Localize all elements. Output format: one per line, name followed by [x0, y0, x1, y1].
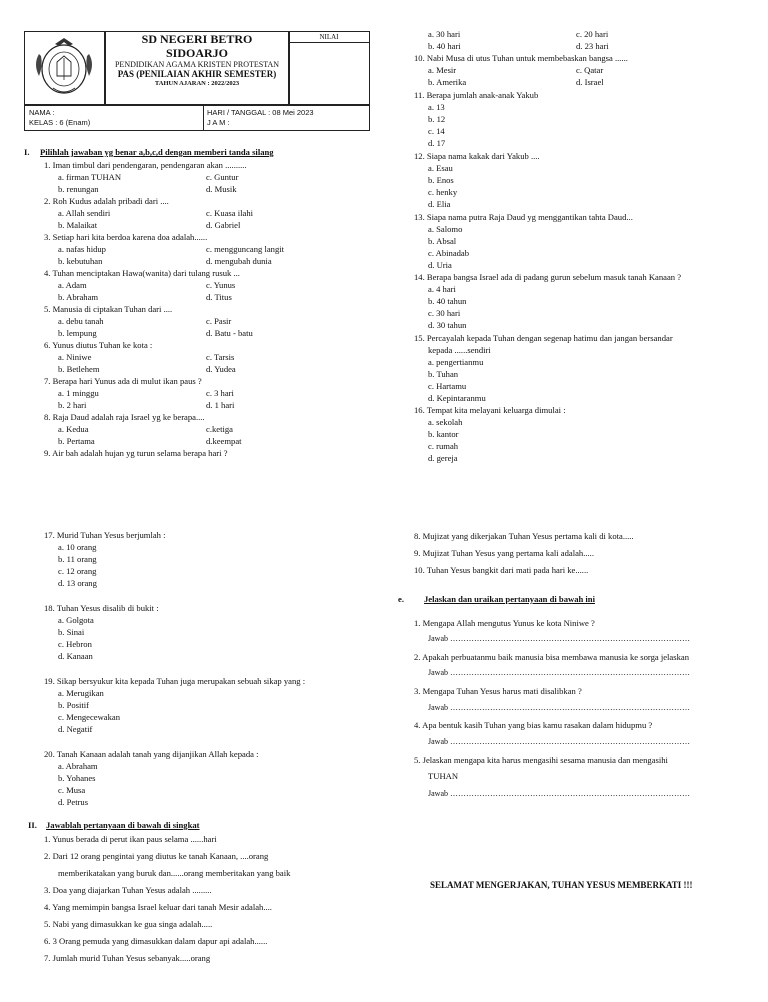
- q16-option-a[interactable]: a. sekolah: [428, 417, 463, 427]
- essay-answer-4[interactable]: Jawab ………………………………………………………………………………: [428, 737, 690, 746]
- academic-year: TAHUN AJARAN : 2022/2023: [154, 80, 240, 87]
- essay-answer-5[interactable]: Jawab ………………………………………………………………………………: [428, 789, 690, 798]
- q10-option-b[interactable]: b. Amerika: [428, 77, 467, 87]
- short-answer-9[interactable]: 9. Mujizat Tuhan Yesus yang pertama kali adalah.....: [414, 548, 594, 558]
- q19-option-d[interactable]: d. Negatif: [58, 724, 93, 734]
- essay-answer-3[interactable]: Jawab ………………………………………………………………………………: [428, 703, 690, 712]
- essay-answer-2[interactable]: Jawab ………………………………………………………………………………: [428, 668, 690, 677]
- q12-option-d[interactable]: d. Elia: [428, 199, 451, 209]
- q20-option-b[interactable]: b. Yohanes: [58, 773, 96, 783]
- q6-option-c[interactable]: c. Tarsis: [206, 352, 235, 362]
- short-answer-7[interactable]: 7. Jumlah murid Tuhan Yesus sebanyak.....orang: [44, 953, 211, 963]
- score-label: NILAI: [289, 32, 369, 43]
- short-answer-2-cont[interactable]: memberikatakan yang buruk dan......orang memberitakan yang baik: [58, 868, 291, 878]
- q18-option-d[interactable]: d. Kanaan: [58, 651, 93, 661]
- q4-option-c[interactable]: c. Yunus: [206, 280, 236, 290]
- school-name-line-2: SIDOARJO: [165, 46, 228, 60]
- q14-option-a[interactable]: a. 4 hari: [428, 284, 456, 294]
- q19-option-c[interactable]: c. Mengecewakan: [58, 712, 121, 722]
- q15-option-a[interactable]: a. pengertianmu: [428, 357, 484, 367]
- short-answer-4[interactable]: 4. Yang memimpin bangsa Israel keluar dari tanah Mesir adalah....: [44, 902, 272, 912]
- essay-question-5-cont: TUHAN: [428, 771, 459, 781]
- date-field: HARI / TANGGAL : 08 Mei 2023: [207, 108, 314, 117]
- q17-option-b[interactable]: b. 11 orang: [58, 554, 97, 564]
- score-box: [288, 31, 370, 105]
- q7-option-d[interactable]: d. 1 hari: [206, 400, 235, 410]
- q17-option-d[interactable]: d. 13 orang: [58, 578, 97, 588]
- name-field[interactable]: NAMA :: [29, 108, 55, 117]
- q5-option-a[interactable]: a. debu tanah: [58, 316, 104, 326]
- q8-option-b[interactable]: b. Pertama: [58, 436, 95, 446]
- question-10: 10. Nabi Musa di utus Tuhan untuk membebaskan bangsa ......: [414, 53, 628, 63]
- section-2-title: Jawablah pertanyaan di bawah di singkat: [46, 820, 200, 830]
- q5-option-c[interactable]: c. Pasir: [206, 316, 232, 326]
- q10-option-c[interactable]: c. Qatar: [576, 65, 604, 75]
- q7-option-a[interactable]: a. 1 minggu: [58, 388, 99, 398]
- q13-option-d[interactable]: d. Uria: [428, 260, 452, 270]
- q4-option-d[interactable]: d. Titus: [206, 292, 232, 302]
- question-17: 17. Murid Tuhan Yesus berjumlah :: [44, 530, 166, 540]
- question-13: 13. Siapa nama putra Raja Daud yg menggantikan tahta Daud...: [414, 212, 633, 222]
- q18-option-a[interactable]: a. Golgota: [58, 615, 94, 625]
- q1-option-b[interactable]: b. renungan: [58, 184, 99, 194]
- section-3-title: Jelaskan dan uraikan pertanyaan di bawah ini: [424, 594, 595, 604]
- q12-option-b[interactable]: b. Enos: [428, 175, 454, 185]
- q2-option-c[interactable]: c. Kuasa ilahi: [206, 208, 254, 218]
- q7-option-c[interactable]: c. 3 hari: [206, 388, 234, 398]
- question-4: 4. Tuhan menciptakan Hawa(wanita) dari tulang rusuk ...: [44, 268, 240, 278]
- q15-option-d[interactable]: d. Kepintaranmu: [428, 393, 486, 403]
- question-2: 2. Roh Kudus adalah pribadi dari ....: [44, 196, 169, 206]
- q10-option-d[interactable]: d. Israel: [576, 77, 604, 87]
- q11-option-b[interactable]: b. 12: [428, 114, 446, 124]
- q6-option-a[interactable]: a. Niniwe: [58, 352, 92, 362]
- question-1: 1. Iman timbul dari pendengaran, pendengaran akan ..........: [44, 160, 247, 170]
- q17-option-c[interactable]: c. 12 orang: [58, 566, 97, 576]
- q7-option-b[interactable]: b. 2 hari: [58, 400, 87, 410]
- question-12: 12. Siapa nama kakak dari Yakub ....: [414, 151, 540, 161]
- question-16: 16. Tempat kita melayani keluarga dimulai :: [414, 405, 566, 415]
- q10-option-a[interactable]: a. Mesir: [428, 65, 457, 75]
- short-answer-1[interactable]: 1. Yunus berada di perut ikan paus selama ......hari: [44, 834, 217, 844]
- short-answer-5[interactable]: 5. Nabi yang dimasukkan ke gua singa adalah.....: [44, 919, 213, 929]
- question-18: 18. Tuhan Yesus disalib di bukit :: [44, 603, 159, 613]
- exam-title: PAS (PENILAIAN AKHIR SEMESTER): [117, 69, 277, 79]
- q5-option-b[interactable]: b. lempung: [58, 328, 97, 338]
- time-field[interactable]: J A M :: [207, 118, 230, 127]
- class-field: KELAS : 6 (Enam): [29, 118, 91, 127]
- essay-answer-1[interactable]: Jawab ………………………………………………………………………………: [428, 634, 690, 643]
- short-answer-10[interactable]: 10. Tuhan Yesus bangkit dari mati pada hari ke......: [414, 565, 589, 575]
- short-answer-6[interactable]: 6. 3 Orang pemuda yang dimasukkan dalam dapur api adalah......: [44, 936, 268, 946]
- question-8: 8. Raja Daud adalah raja Israel yg ke berapa....: [44, 412, 205, 422]
- q9-option-b[interactable]: b. 40 hari: [428, 41, 461, 51]
- question-15: 15. Percayalah kepada Tuhan dengan segenap hatimu dan jangan bersandar: [414, 333, 673, 343]
- essay-question-3: 3. Mengapa Tuhan Yesus harus mati disalibkan ?: [414, 686, 582, 696]
- q9-option-d[interactable]: d. 23 hari: [576, 41, 609, 51]
- essay-question-1: 1. Mengapa Allah mengutus Yunus ke kota Niniwe ?: [414, 618, 595, 628]
- q18-option-c[interactable]: c. Hebron: [58, 639, 92, 649]
- q11-option-d[interactable]: d. 17: [428, 138, 446, 148]
- question-11: 11. Berapa jumlah anak-anak Yakub: [414, 90, 539, 100]
- q18-option-b[interactable]: b. Sinai: [58, 627, 85, 637]
- short-answer-8[interactable]: 8. Mujizat yang dikerjakan Tuhan Yesus pertama kali di kota.....: [414, 531, 634, 541]
- q20-option-d[interactable]: d. Petrus: [58, 797, 89, 807]
- q20-option-a[interactable]: a. Abraham: [58, 761, 98, 771]
- q14-option-b[interactable]: b. 40 tahun: [428, 296, 467, 306]
- q9-option-c[interactable]: c. 20 hari: [576, 29, 609, 39]
- q1-option-c[interactable]: c. Guntur: [206, 172, 239, 182]
- subject-title: PENDIDIKAN AGAMA KRISTEN PROTESTAN: [114, 60, 280, 69]
- school-header: [104, 31, 290, 105]
- q3-option-b[interactable]: b. kebutuhan: [58, 256, 103, 266]
- question-3: 3. Setiap hari kita berdoa karena doa adalah......: [44, 232, 208, 242]
- q9-option-a[interactable]: a. 30 hari: [428, 29, 461, 39]
- q5-option-d[interactable]: d. Batu - batu: [206, 328, 253, 338]
- short-answer-3[interactable]: 3. Doa yang diajarkan Tuhan Yesus adalah .........: [44, 885, 212, 895]
- closing-message: SELAMAT MENGERJAKAN, TUHAN YESUS MEMBERKATI !!!: [430, 880, 693, 890]
- question-7: 7. Berapa hari Yunus ada di mulut ikan paus ?: [44, 376, 202, 386]
- q8-option-d[interactable]: d.keempat: [206, 436, 242, 446]
- essay-question-5: 5. Jelaskan mengapa kita harus mengasihi sesama manusia dan mengasihi: [414, 755, 668, 765]
- question-14: 14. Berapa bangsa Israel ada di padang gurun sebelum masuk tanah Kanaan ?: [414, 272, 682, 282]
- q2-option-b[interactable]: b. Malaikat: [58, 220, 98, 230]
- section-1-number: I.: [24, 147, 30, 157]
- section-3-number: e.: [398, 594, 404, 604]
- q14-option-d[interactable]: d. 30 tahun: [428, 320, 467, 330]
- q3-option-a[interactable]: a. nafas hidup: [58, 244, 106, 254]
- q16-option-b[interactable]: b. kantor: [428, 429, 459, 439]
- essay-question-4: 4. Apa bentuk kasih Tuhan yang bias kamu rasakan dalam hidupmu ?: [414, 720, 653, 730]
- q6-option-b[interactable]: b. Betlehem: [58, 364, 100, 374]
- q13-option-a[interactable]: a. Salomo: [428, 224, 463, 234]
- q8-option-c[interactable]: c.ketiga: [206, 424, 233, 434]
- question-19: 19. Sikap bersyukur kita kepada Tuhan juga merupakan sebuah sikap yang :: [44, 676, 306, 686]
- school-emblem-icon: [31, 36, 97, 98]
- q3-option-c[interactable]: c. mengguncang langit: [206, 244, 285, 254]
- question-15-cont: kepada ......sendiri: [428, 345, 491, 355]
- q11-option-c[interactable]: c. 14: [428, 126, 445, 136]
- question-6: 6. Yunus diutus Tuhan ke kota :: [44, 340, 153, 350]
- q2-option-d[interactable]: d. Gabriel: [206, 220, 241, 230]
- q1-option-a[interactable]: a. firman TUHAN: [58, 172, 122, 182]
- q14-option-c[interactable]: c. 30 hari: [428, 308, 461, 318]
- q16-option-d[interactable]: d. gereja: [428, 453, 458, 463]
- q13-option-b[interactable]: b. Absal: [428, 236, 457, 246]
- q4-option-b[interactable]: b. Abraham: [58, 292, 99, 302]
- student-info-box: [24, 105, 370, 131]
- question-5: 5. Manusia di ciptakan Tuhan dari ....: [44, 304, 173, 314]
- q11-option-a[interactable]: a. 13: [428, 102, 445, 112]
- section-2-number: II.: [28, 820, 37, 830]
- school-logo-box: [24, 31, 106, 105]
- q12-option-a[interactable]: a. Esau: [428, 163, 453, 173]
- q20-option-c[interactable]: c. Musa: [58, 785, 86, 795]
- q8-option-a[interactable]: a. Kedua: [58, 424, 89, 434]
- q1-option-d[interactable]: d. Musik: [206, 184, 237, 194]
- q4-option-a[interactable]: a. Adam: [58, 280, 87, 290]
- q12-option-c[interactable]: c. henky: [428, 187, 458, 197]
- short-answer-2[interactable]: 2. Dari 12 orang pengintai yang diutus ke tanah Kanaan, ....orang: [44, 851, 269, 861]
- q17-option-a[interactable]: a. 10 orang: [58, 542, 97, 552]
- essay-question-2: 2. Apakah perbuatanmu baik manusia bisa membawa manusia ke sorga jelaskan: [414, 652, 689, 662]
- section-1-title: Pilihlah jawaban yg benar a,b,c,d dengan memberi tanda silang: [40, 147, 274, 157]
- info-divider: [203, 106, 204, 130]
- q3-option-d[interactable]: d. mengubah dunia: [206, 256, 272, 266]
- question-20: 20. Tanah Kanaan adalah tanah yang dijanjikan Allah kepada :: [44, 749, 259, 759]
- q2-option-a[interactable]: a. Allah sendiri: [58, 208, 111, 218]
- q15-option-b[interactable]: b. Tuhan: [428, 369, 459, 379]
- q19-option-b[interactable]: b. Positif: [58, 700, 90, 710]
- q6-option-d[interactable]: d. Yudea: [206, 364, 236, 374]
- school-name-line-1: SD NEGERI BETRO: [141, 32, 253, 46]
- q15-option-c[interactable]: c. Hartamu: [428, 381, 467, 391]
- question-9: 9. Air bah adalah hujan yg turun selama berapa hari ?: [44, 448, 228, 458]
- q13-option-c[interactable]: c. Abinadab: [428, 248, 470, 258]
- q16-option-c[interactable]: c. rumah: [428, 441, 459, 451]
- q19-option-a[interactable]: a. Merugikan: [58, 688, 104, 698]
